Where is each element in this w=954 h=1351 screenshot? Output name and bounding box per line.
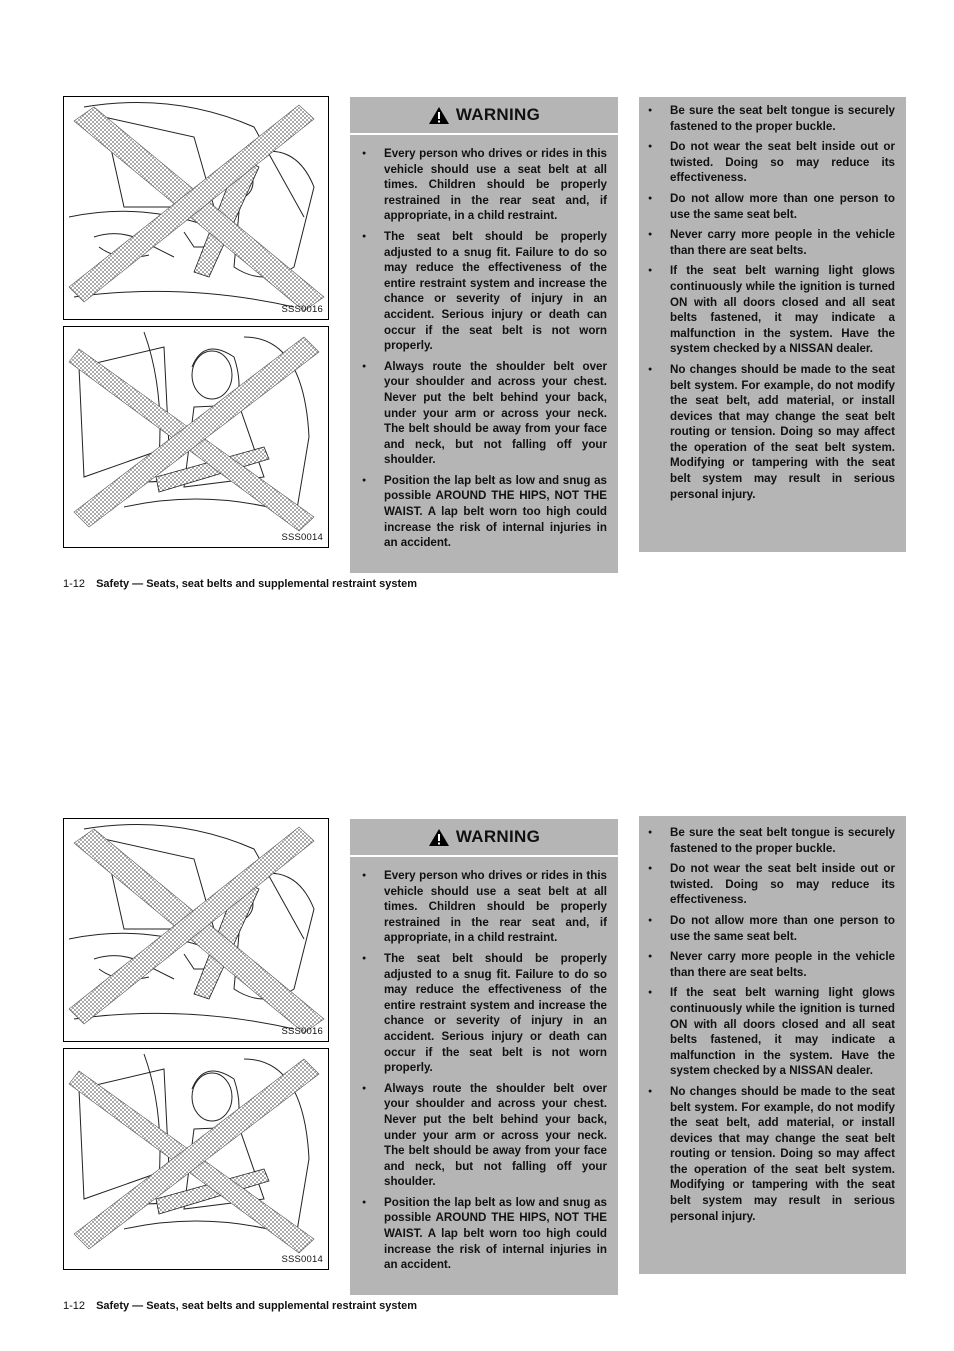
- list-item: ● Always route the shoulder belt over your shoulder and across your chest. Never put the belt behind your back, under your arm or across your neck. The belt should be away from your face and neck, but not falling off your shoulder.: [362, 1081, 607, 1190]
- warning-triangle-icon: [428, 828, 450, 847]
- list-item: ● Do not allow more than one person to use the same seat belt.: [648, 191, 895, 222]
- list-item: ● Position the lap belt as low and snug as possible AROUND THE HIPS, NOT THE WAIST. A lap belt worn too high could increase the risk of internal injuries in an accident.: [362, 1195, 607, 1273]
- warning-panel: [350, 819, 618, 1295]
- page-copy-bottom: [0, 722, 954, 1322]
- rear-seat-illustration: [64, 819, 329, 1042]
- page-footer: [63, 578, 417, 590]
- list-item: ● Every person who drives or rides in this vehicle should use a seat belt at all times. Children should be properly restrained in the rear seat and, if appropriate, in a child restraint.: [362, 146, 607, 224]
- figure-rear-seat-child: [63, 96, 329, 320]
- continued-warning-panel: [639, 97, 906, 552]
- section-title: Safety — Seats, seat belts and supplemental restraint system: [96, 578, 418, 590]
- continued-list: [648, 103, 895, 507]
- list-item: ● Position the lap belt as low and snug as possible AROUND THE HIPS, NOT THE WAIST. A lap belt worn too high could increase the risk of internal injuries in an accident.: [362, 473, 607, 551]
- figure-code: SSS0016: [281, 304, 323, 315]
- page-footer: [63, 1300, 417, 1312]
- list-item: ● No changes should be made to the seat belt system. For example, do not modify the seat belt, add material, or install devices that may change the seat belt routing or tension. Doing so may affect the operation of the seat belt system. Modifying or tampering with the seat belt system may result in serious personal injury.: [648, 362, 895, 502]
- rear-seat-illustration: [64, 97, 329, 320]
- section-title: Safety — Seats, seat belts and supplemental restraint system: [96, 1300, 418, 1312]
- warning-title: WARNING: [455, 105, 541, 124]
- improper-belt-illustration: [64, 327, 329, 548]
- figure-code: SSS0014: [281, 532, 323, 543]
- warning-list: [362, 868, 607, 1278]
- list-item: ● Be sure the seat belt tongue is securely fastened to the proper buckle.: [648, 825, 895, 856]
- list-item: ● The seat belt should be properly adjusted to a snug fit. Failure to do so may reduce the effectiveness of the entire restraint system and increase the chance or severity of injury in an accident. Serious injury or death can occur if the seat belt is not worn properly.: [362, 229, 607, 354]
- continued-warning-panel: [639, 816, 906, 1274]
- list-item: ● Always route the shoulder belt over your shoulder and across your chest. Never put the belt behind your back, under your arm or across your neck. The belt should be away from your face and neck, but not falling off your shoulder.: [362, 359, 607, 468]
- figure-improper-belt: [63, 1048, 329, 1270]
- page-number: 1-12: [63, 1300, 86, 1312]
- warning-panel: [350, 97, 618, 573]
- warning-list: [362, 146, 607, 556]
- list-item: ● If the seat belt warning light glows continuously while the ignition is turned ON with all doors closed and all seat belts fastened, it may indicate a malfunction in the system. Have the system checked by a NISSAN dealer.: [648, 263, 895, 357]
- list-item: ● Every person who drives or rides in this vehicle should use a seat belt at all times. Children should be properly restrained in the rear seat and, if appropriate, in a child restraint.: [362, 868, 607, 946]
- improper-belt-illustration: [64, 1049, 329, 1270]
- list-item: ● If the seat belt warning light glows continuously while the ignition is turned ON with all doors closed and all seat belts fastened, it may indicate a malfunction in the system. Have the system checked by a NISSAN dealer.: [648, 985, 895, 1079]
- list-item: ● Never carry more people in the vehicle than there are seat belts.: [648, 227, 895, 258]
- list-item: ● Do not wear the seat belt inside out or twisted. Doing so may reduce its effectiveness.: [648, 861, 895, 908]
- page-copy-top: [0, 0, 954, 600]
- list-item: ● Do not wear the seat belt inside out or twisted. Doing so may reduce its effectiveness.: [648, 139, 895, 186]
- figure-improper-belt: [63, 326, 329, 548]
- list-item: ● Do not allow more than one person to use the same seat belt.: [648, 913, 895, 944]
- warning-heading: [350, 97, 618, 135]
- figure-code: SSS0016: [281, 1026, 323, 1037]
- figure-code: SSS0014: [281, 1254, 323, 1265]
- list-item: ● No changes should be made to the seat belt system. For example, do not modify the seat belt, add material, or install devices that may change the seat belt routing or tension. Doing so may affect the operation of the seat belt system. Modifying or tampering with the seat belt system may result in serious personal injury.: [648, 1084, 895, 1224]
- page-number: 1-12: [63, 578, 86, 590]
- warning-title: WARNING: [455, 827, 541, 846]
- figure-rear-seat-child: [63, 818, 329, 1042]
- list-item: ● Be sure the seat belt tongue is securely fastened to the proper buckle.: [648, 103, 895, 134]
- list-item: ● The seat belt should be properly adjusted to a snug fit. Failure to do so may reduce the effectiveness of the entire restraint system and increase the chance or severity of injury in an accident. Serious injury or death can occur if the seat belt is not worn properly.: [362, 951, 607, 1076]
- continued-list: [648, 825, 895, 1229]
- warning-triangle-icon: [428, 106, 450, 125]
- list-item: ● Never carry more people in the vehicle than there are seat belts.: [648, 949, 895, 980]
- warning-heading: [350, 819, 618, 857]
